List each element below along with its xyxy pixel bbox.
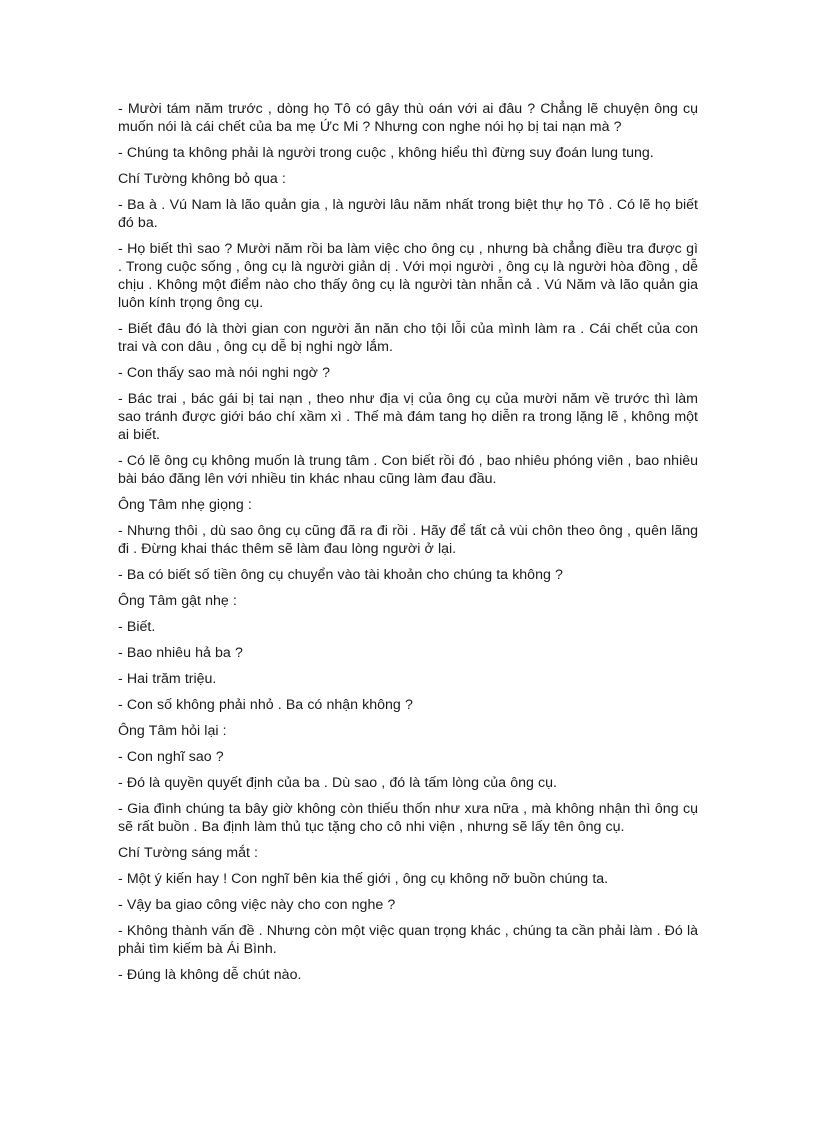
paragraph: Chí Tường sáng mắt : [118,845,258,861]
paragraph: Ông Tâm hỏi lại : [118,723,227,739]
paragraph: - Gia đình chúng ta bây giờ không còn thiếu thốn như xưa nữa , mà không nhận thì ông cụ sẽ rất buồn . Ba định làm thủ tục tặng cho cô nhi viện , nhưng sẽ lấy tên ông cụ. [118,801,698,835]
paragraph: - Vậy ba giao công việc này cho con nghe ? [118,897,396,913]
paragraph: - Nhưng thôi , dù sao ông cụ cũng đã ra đi rồi . Hãy để tất cả vùi chôn theo ông , quên lãng đi . Đừng khai thác thêm sẽ làm đau lòng người ở lại. [118,523,698,557]
paragraph: - Ba à . Vú Nam là lão quản gia , là người lâu năm nhất trong biệt thự họ Tô . Có lẽ họ biết đó ba. [118,197,698,231]
paragraph: - Một ý kiến hay ! Con nghĩ bên kia thế giới , ông cụ không nỡ buồn chúng ta. [118,871,609,887]
paragraph: - Biết. [118,619,156,635]
paragraph: - Biết đâu đó là thời gian con người ăn năn cho tội lỗi của mình làm ra . Cái chết của con trai và con dâu , ông cụ dễ bị nghi ngờ lắm. [118,321,698,355]
paragraph: - Có lẽ ông cụ không muốn là trung tâm . Con biết rồi đó , bao nhiêu phóng viên , bao nhiêu bài báo đăng lên với nhiều tin khác nhau cũng làm đau đầu. [118,453,698,487]
paragraph: - Con thấy sao mà nói nghi ngờ ? [118,365,331,381]
paragraph: - Chúng ta không phải là người trong cuộc , không hiểu thì đừng suy đoán lung tung. [118,145,654,161]
paragraph: - Đó là quyền quyết định của ba . Dù sao , đó là tấm lòng của ông cụ. [118,775,557,791]
paragraph: - Bao nhiêu hả ba ? [118,645,243,661]
paragraph: - Họ biết thì sao ? Mười năm rồi ba làm việc cho ông cụ , nhưng bà chẳng điều tra được gì . Trong cuộc sống , ông cụ là người giản dị . Với mọi người , ông cụ là người hòa đồng , dễ chịu . Không một điểm nào cho thấy ông cụ là người tàn nhẫn cả . Vú Năm và lão quản gia luôn kính trọng ông cụ. [118,241,698,311]
paragraph: - Đúng là không dễ chút nào. [118,967,302,983]
paragraph: - Bác trai , bác gái bị tai nạn , theo như địa vị của ông cụ của mười năm về trước thì làm sao tránh được giới báo chí xầm xì . Thế mà đám tang họ diễn ra trong lặng lẽ , không một ai biết. [118,391,698,443]
paragraph: - Mười tám năm trước , dòng họ Tô có gây thù oán với ai đâu ? Chẳng lẽ chuyện ông cụ muốn nói là cái chết của ba mẹ Ức Mi ? Nhưng con nghe nói họ bị tai nạn mà ? [118,101,698,135]
paragraph: - Hai trăm triệu. [118,671,217,687]
paragraph: - Con nghĩ sao ? [118,749,224,765]
paragraph: Ông Tâm gật nhẹ : [118,593,237,609]
document-page [118,100,698,992]
paragraph: - Không thành vấn đề . Nhưng còn một việc quan trọng khác , chúng ta cần phải làm . Đó là phải tìm kiếm bà Ái Bình. [118,923,698,957]
paragraph: - Ba có biết số tiền ông cụ chuyển vào tài khoản cho chúng ta không ? [118,567,563,583]
paragraph: Ông Tâm nhẹ giọng : [118,497,252,513]
paragraph: - Con số không phải nhỏ . Ba có nhận không ? [118,697,413,713]
paragraph: Chí Tường không bỏ qua : [118,171,286,187]
